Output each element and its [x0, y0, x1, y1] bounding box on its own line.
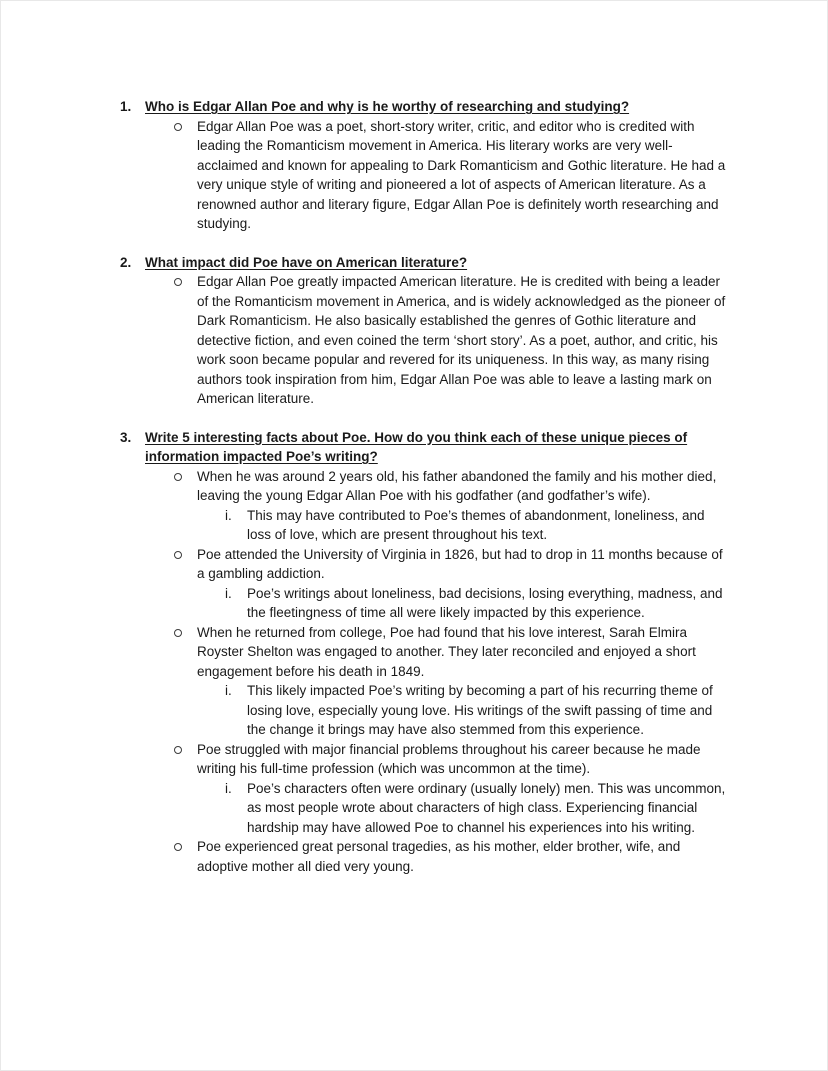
bullet-body: [197, 545, 732, 623]
subpoint-marker: i.: [225, 683, 232, 698]
subpoint-text: This may have contributed to Poe’s themes of abandonment, loneliness, and loss of love, which are present throughout his text.: [247, 507, 705, 542]
bullet-text: When he was around 2 years old, his father abandoned the family and his mother died, leaving the young Edgar Allan Poe with his godfather (and godfather’s wife).: [197, 468, 717, 503]
circle-bullet-glyph: [174, 629, 182, 637]
subpoint-text: Poe’s writings about loneliness, bad decisions, losing everything, madness, and the fleetingness of time all were likely impacted by this experience.: [247, 585, 723, 620]
circle-bullet-icon: [145, 837, 197, 876]
circle-bullet-icon: [145, 740, 197, 838]
subpoint-marker: i.: [225, 507, 232, 523]
bullet-body: [197, 467, 732, 545]
bullet-text: Poe experienced great personal tragedies, as his mother, elder brother, wife, and adoptive mother all died very young.: [197, 839, 681, 874]
question-body: [145, 253, 732, 409]
bullet-body: [197, 117, 732, 234]
subpoint-marker: i.: [225, 585, 232, 601]
bullet-body: [197, 272, 732, 409]
subpoint-item: [197, 584, 732, 623]
subpoint-item: [197, 681, 732, 740]
bullet-text: When he returned from college, Poe had found that his love interest, Sarah Elmira Royster Shelton was engaged to another. They later reconciled and enjoyed a short engagement before his death in 1849.: [197, 624, 696, 679]
circle-bullet-icon: [145, 467, 197, 545]
circle-bullet-glyph: [174, 746, 182, 754]
circle-bullet-icon: [145, 117, 197, 234]
bullet-item: [145, 545, 732, 623]
question-item: [120, 253, 732, 409]
bullet-item: [145, 272, 732, 409]
question-body: [145, 97, 732, 234]
bullet-item: [145, 837, 732, 876]
bullet-text: Edgar Allan Poe was a poet, short-story writer, critic, and editor who is credited with leading the Romanticism movement in America. His literary works are very well-acclaimed and known for appealing to Dark Romanticism and Gothic literature. He had a very unique style of writing and pioneered a lot of aspects of American literature. As a renowned author and literary figure, Edgar Allan Poe is definitely worth researching and studying.: [197, 118, 726, 231]
bullet-body: [197, 740, 732, 838]
bullet-text: Poe struggled with major financial problems throughout his career because he made writing his full-time profession (which was uncommon at the time).: [197, 741, 701, 776]
bullet-body: [197, 623, 732, 740]
bullet-item: [145, 467, 732, 545]
circle-bullet-glyph: [174, 278, 182, 286]
circle-bullet-glyph: [174, 843, 182, 851]
document-body: [120, 97, 732, 895]
question-body: [145, 428, 732, 877]
question-number: 3.: [120, 429, 132, 445]
question-number: 1.: [120, 99, 132, 114]
question-title: What impact did Poe have on American literature?: [145, 254, 468, 270]
question-title: Write 5 interesting facts about Poe. How do you think each of these unique pieces of information impacted Poe’s writing?: [145, 429, 688, 464]
subpoint-item: [197, 506, 732, 545]
circle-bullet-glyph: [174, 123, 182, 131]
bullet-text: Poe attended the University of Virginia in 1826, but had to drop in 11 months because of a gambling addiction.: [197, 546, 723, 581]
bullet-item: [145, 117, 732, 234]
subpoint-text: Poe’s characters often were ordinary (usually lonely) men. This was uncommon, as most people wrote about characters of high class. Experiencing financial hardship may have allowed Poe to channel his experiences into his writing.: [247, 780, 726, 835]
question-item: [120, 428, 732, 877]
bullet-item: [145, 740, 732, 838]
bullet-text: Edgar Allan Poe greatly impacted American literature. He is credited with being a leader of the Romanticism movement in America, and is widely acknowledged as the pioneer of Dark Romanticism. He also basically established the genres of Gothic literature and detective fiction, and even coined the term ‘short story’. As a poet, author, and critic, his work soon became popular and revered for its uniqueness. In this way, as many rising authors took inspiration from him, Edgar Allan Poe was able to leave a lasting mark on American literature.: [197, 274, 726, 406]
circle-bullet-icon: [145, 272, 197, 409]
subpoint-text: This likely impacted Poe’s writing by becoming a part of his recurring theme of losing love, especially young love. His writings of the swift passing of time and the change it brings may have also stemmed from this experience.: [247, 683, 713, 737]
subpoint-item: [197, 779, 732, 838]
circle-bullet-icon: [145, 545, 197, 623]
bullet-item: [145, 623, 732, 740]
bullet-body: [197, 837, 732, 876]
question-number: 2.: [120, 254, 132, 270]
question-title: Who is Edgar Allan Poe and why is he worthy of researching and studying?: [145, 99, 630, 114]
circle-bullet-glyph: [174, 551, 182, 559]
question-item: [120, 97, 732, 234]
circle-bullet-glyph: [174, 473, 182, 481]
subpoint-marker: i.: [225, 780, 232, 796]
circle-bullet-icon: [145, 623, 197, 740]
